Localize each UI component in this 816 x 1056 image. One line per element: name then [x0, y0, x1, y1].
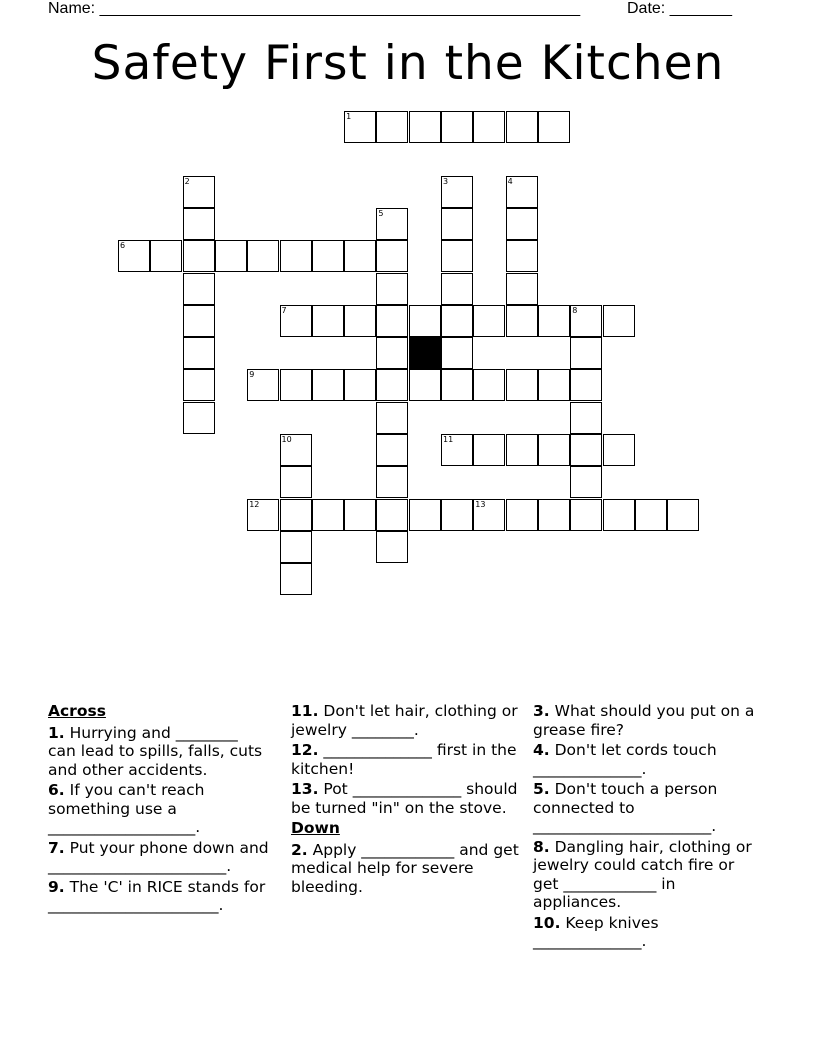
cell-number: 2	[184, 176, 190, 186]
grid-cell[interactable]	[570, 337, 602, 369]
grid-cell[interactable]	[603, 499, 635, 531]
grid-cell[interactable]	[280, 434, 312, 466]
grid-cell[interactable]	[312, 499, 344, 531]
cell-number: 6	[120, 241, 126, 251]
grid-cell[interactable]	[312, 240, 344, 272]
grid-cell[interactable]	[473, 369, 505, 401]
clues-column-3	[533, 702, 763, 953]
grid-cell[interactable]	[344, 499, 376, 531]
grid-cell[interactable]	[441, 305, 473, 337]
grid-cell[interactable]	[247, 240, 279, 272]
grid-cell[interactable]	[441, 499, 473, 531]
grid-cell[interactable]	[183, 240, 215, 272]
clue-across-7: 7. Put your phone down and _______________________.	[48, 838, 269, 875]
grid-cell[interactable]	[344, 240, 376, 272]
clue-down-5: 5. Don't touch a person connected to _______________________.	[533, 780, 718, 835]
grid-cell[interactable]	[344, 305, 376, 337]
clue-down-10: 10. Keep knives ______________.	[533, 913, 659, 950]
grid-cell[interactable]	[441, 434, 473, 466]
grid-cell[interactable]	[506, 369, 538, 401]
clue-down-2: 2. Apply ____________ and get medical help for severe bleeding.	[291, 840, 519, 896]
grid-cell[interactable]	[183, 273, 215, 305]
grid-cell[interactable]	[280, 240, 312, 272]
across-heading: Across	[48, 702, 106, 720]
grid-cell[interactable]	[376, 531, 408, 563]
cell-number: 9	[249, 370, 255, 380]
grid-cell[interactable]	[247, 499, 279, 531]
grid-cell[interactable]	[376, 273, 408, 305]
grid-cell[interactable]	[473, 305, 505, 337]
grid-cell[interactable]	[506, 208, 538, 240]
grid-cell[interactable]	[506, 499, 538, 531]
grid-cell[interactable]	[538, 305, 570, 337]
clue-across-9: 9. The 'C' in RICE stands for ______________________.	[48, 877, 266, 914]
grid-cell[interactable]	[506, 176, 538, 208]
grid-cell[interactable]	[441, 240, 473, 272]
date-field-label[interactable]: Date: _______	[627, 0, 732, 17]
grid-cell[interactable]	[183, 402, 215, 434]
grid-cell[interactable]	[376, 337, 408, 369]
cell-number: 4	[507, 176, 513, 186]
clue-across-12: 12. ______________ first in the kitchen!	[291, 741, 517, 778]
grid-cell[interactable]	[183, 305, 215, 337]
grid-cell[interactable]	[441, 273, 473, 305]
clue-down-4: 4. Don't let cords touch ______________.	[533, 741, 717, 778]
grid-cell[interactable]	[603, 305, 635, 337]
cell-number: 7	[281, 305, 287, 315]
grid-cell[interactable]	[183, 337, 215, 369]
clue-down-8: 8. Dangling hair, clothing or jewelry could catch fire or get ____________ in appliances.	[533, 837, 752, 911]
clue-across-13: 13. Pot ______________ should be turned "in" on the stove.	[291, 780, 518, 817]
grid-cell[interactable]	[667, 499, 699, 531]
grid-cell[interactable]	[441, 369, 473, 401]
grid-cell[interactable]	[280, 305, 312, 337]
grid-cell[interactable]	[183, 208, 215, 240]
cell-number: 1	[346, 112, 352, 121]
grid-cell[interactable]	[280, 499, 312, 531]
grid-cell[interactable]	[215, 240, 247, 272]
grid-cell[interactable]	[506, 111, 538, 143]
grid-cell[interactable]	[603, 434, 635, 466]
grid-cell[interactable]	[344, 111, 376, 143]
cell-number: 10	[281, 435, 292, 444]
grid-cell[interactable]	[570, 434, 602, 466]
grid-cell[interactable]	[570, 466, 602, 498]
grid-cell[interactable]	[635, 499, 667, 531]
grid-cell[interactable]	[441, 208, 473, 240]
grid-cell[interactable]	[473, 111, 505, 143]
grid-cell[interactable]	[376, 434, 408, 466]
grid-cell[interactable]	[409, 369, 441, 401]
grid-cell[interactable]	[570, 499, 602, 531]
grid-cell[interactable]	[441, 337, 473, 369]
cell-number: 12	[249, 499, 260, 509]
grid-cell[interactable]	[376, 111, 408, 143]
grid-cell[interactable]	[183, 176, 215, 208]
grid-cell[interactable]	[441, 111, 473, 143]
clue-across-11: 11. Don't let hair, clothing or jewelry ________.	[291, 702, 518, 739]
grid-cell[interactable]	[312, 305, 344, 337]
grid-cell[interactable]	[344, 369, 376, 401]
grid-cell[interactable]	[376, 499, 408, 531]
clue-across-6: 6. If you can't reach something use a ___________________.	[48, 781, 205, 836]
grid-cell[interactable]	[506, 273, 538, 305]
cell-number: 13	[475, 499, 486, 509]
grid-cell[interactable]	[441, 176, 473, 208]
puzzle-title: Safety First in the Kitchen	[91, 36, 725, 91]
grid-cell[interactable]	[376, 240, 408, 272]
grid-cell[interactable]	[473, 434, 505, 466]
grid-cell[interactable]	[376, 305, 408, 337]
grid-cell[interactable]	[280, 563, 312, 595]
clues-column-2	[291, 702, 525, 898]
cell-number: 8	[572, 305, 578, 315]
grid-cell[interactable]	[312, 369, 344, 401]
grid-cell[interactable]	[118, 240, 150, 272]
grid-cell[interactable]	[150, 240, 182, 272]
grid-cell[interactable]	[538, 499, 570, 531]
grid-cell[interactable]	[570, 402, 602, 434]
grid-cell[interactable]	[376, 369, 408, 401]
grid-cell[interactable]	[473, 499, 505, 531]
grid-cell[interactable]	[538, 111, 570, 143]
grid-cell[interactable]	[570, 305, 602, 337]
grid-cell[interactable]	[376, 402, 408, 434]
down-heading: Down	[291, 819, 340, 837]
grid-cell[interactable]	[409, 111, 441, 143]
clues-column-1	[48, 702, 270, 917]
grid-cell[interactable]	[183, 369, 215, 401]
grid-cell[interactable]	[538, 434, 570, 466]
grid-cell[interactable]	[376, 466, 408, 498]
cell-number: 11	[443, 435, 454, 444]
grid-cell[interactable]	[280, 531, 312, 563]
grid-cell[interactable]	[409, 305, 441, 337]
grid-cell[interactable]	[280, 369, 312, 401]
grid-cell[interactable]	[570, 369, 602, 401]
grid-cell[interactable]	[409, 499, 441, 531]
cell-number: 5	[378, 208, 384, 218]
clue-down-3: 3. What should you put on a grease fire?	[533, 702, 755, 739]
grid-cell[interactable]	[506, 240, 538, 272]
clue-across-1: 1. Hurrying and ________ can lead to spills, falls, cuts and other accidents.	[48, 723, 263, 779]
cell-number: 3	[443, 176, 449, 186]
grid-cell[interactable]	[247, 369, 279, 401]
grid-cell[interactable]	[506, 434, 538, 466]
name-field-label[interactable]: Name: ______________________________________________________	[48, 0, 581, 17]
grid-cell[interactable]	[538, 369, 570, 401]
black-square	[409, 337, 441, 369]
grid-cell[interactable]	[376, 208, 408, 240]
grid-cell[interactable]	[280, 466, 312, 498]
grid-cell[interactable]	[506, 305, 538, 337]
